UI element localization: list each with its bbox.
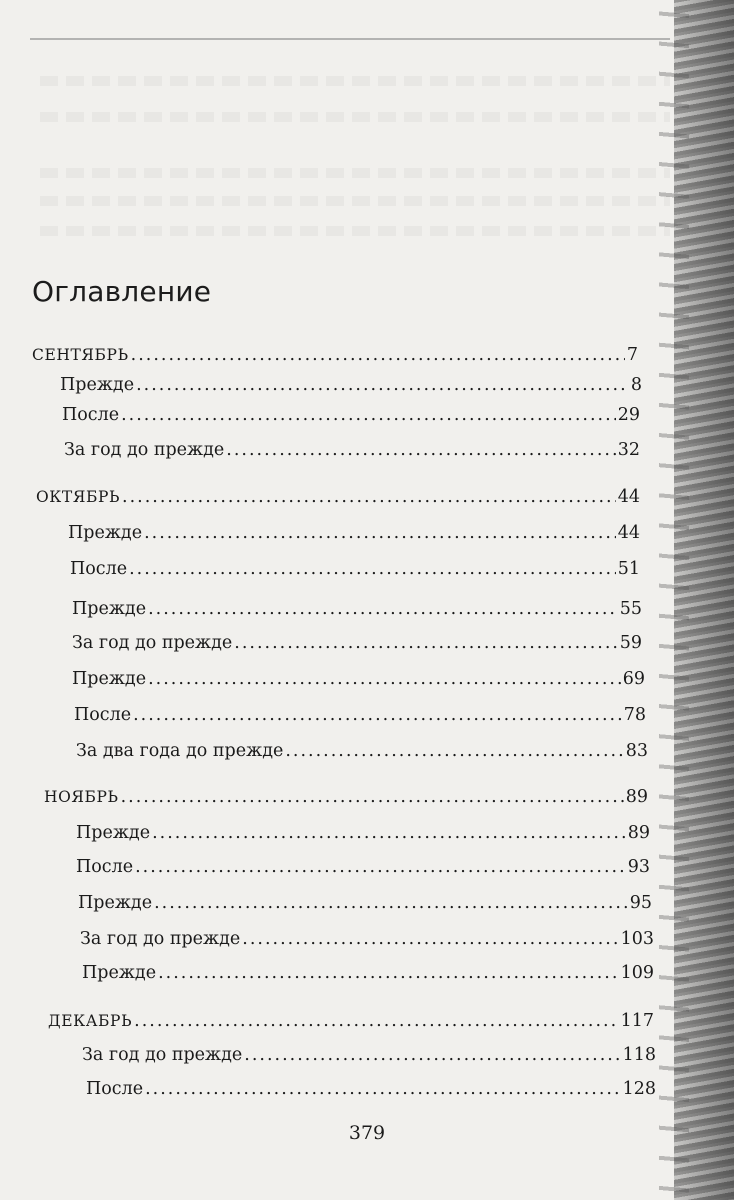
- toc-entry-page: 128: [622, 1079, 656, 1099]
- toc-entry-page: 103: [620, 929, 654, 949]
- dot-leader: [154, 890, 628, 916]
- toc-entry-title: После: [74, 705, 132, 725]
- toc-entry: [76, 820, 650, 846]
- dot-leader: [144, 520, 616, 546]
- toc-entry-page: 55: [619, 599, 642, 619]
- toc-entry-page: 93: [627, 857, 650, 877]
- toc-entry-title: После: [62, 405, 120, 425]
- toc-entry: [68, 520, 640, 546]
- toc-entry: [70, 556, 640, 582]
- toc-entry: [82, 1042, 656, 1068]
- toc-entry-page: 32: [617, 440, 640, 460]
- toc-entry-title: НОЯБРЬ: [44, 788, 119, 806]
- toc-section-entry: [44, 784, 648, 810]
- dot-leader: [148, 596, 618, 622]
- toc-entry-title: Прежде: [76, 823, 151, 843]
- toc-entry-title: За год до прежде: [80, 929, 241, 949]
- toc-entry-page: 83: [625, 741, 648, 761]
- toc-entry-page: 89: [625, 787, 648, 807]
- toc-entry-page: 8: [630, 375, 642, 395]
- toc-entry-title: Прежде: [60, 375, 135, 395]
- toc-entry-title: Прежде: [72, 599, 147, 619]
- dot-leader: [131, 342, 625, 368]
- toc-entry-title: ОКТЯБРЬ: [36, 488, 121, 506]
- toc-entry: [64, 437, 640, 463]
- toc-entry-title: После: [70, 559, 128, 579]
- toc-entry: [80, 926, 654, 952]
- toc-entry-page: 29: [617, 405, 640, 425]
- toc-heading: Оглавление: [32, 274, 212, 308]
- dot-leader: [121, 402, 616, 428]
- toc-section-entry: [36, 484, 640, 510]
- dot-leader: [148, 666, 621, 692]
- toc-entry-page: 95: [629, 893, 652, 913]
- dot-leader: [136, 372, 629, 398]
- toc-entry: [62, 402, 640, 428]
- page-number: 379: [348, 1122, 386, 1144]
- toc-entry: [72, 630, 642, 656]
- dot-leader: [234, 630, 617, 656]
- toc-entry: [86, 1076, 656, 1102]
- toc-section-entry: [32, 342, 638, 368]
- toc-entry-page: 117: [620, 1011, 654, 1031]
- toc-entry-title: ДЕКАБРЬ: [48, 1012, 133, 1030]
- dot-leader: [145, 1076, 621, 1102]
- dot-leader: [152, 820, 626, 846]
- toc-entry-page: 89: [627, 823, 650, 843]
- toc-entry-title: После: [76, 857, 134, 877]
- dot-leader: [242, 926, 618, 952]
- dot-leader: [226, 437, 615, 463]
- dot-leader: [134, 1008, 618, 1034]
- toc-entry-title: Прежде: [72, 669, 147, 689]
- toc-entry-page: 7: [626, 345, 638, 365]
- dot-leader: [135, 854, 626, 880]
- toc-entry: [78, 890, 652, 916]
- toc-entry-title: За год до прежде: [64, 440, 225, 460]
- toc-entry: [72, 666, 645, 692]
- toc-entry: [74, 702, 646, 728]
- dot-leader: [133, 702, 622, 728]
- toc-entry: [76, 738, 648, 764]
- toc-entry-title: За год до прежде: [82, 1045, 243, 1065]
- toc-entry-page: 51: [617, 559, 640, 579]
- toc-section-entry: [48, 1008, 654, 1034]
- dot-leader: [285, 738, 623, 764]
- toc-entry-title: Прежде: [78, 893, 153, 913]
- dot-leader: [122, 484, 616, 510]
- toc-entry-title: Прежде: [68, 523, 143, 543]
- toc-entry: [82, 960, 654, 986]
- toc-entry-title: За год до прежде: [72, 633, 233, 653]
- toc-entry: [60, 372, 642, 398]
- toc-entry-page: 44: [617, 523, 640, 543]
- toc-entry-page: 44: [617, 487, 640, 507]
- toc-entry: [76, 854, 650, 880]
- toc-entry-title: После: [86, 1079, 144, 1099]
- toc-entry-title: Прежде: [82, 963, 157, 983]
- toc-entry-page: 109: [620, 963, 654, 983]
- toc-entry-page: 78: [623, 705, 646, 725]
- toc-entry-page: 118: [622, 1045, 656, 1065]
- dot-leader: [129, 556, 616, 582]
- toc-entry: [72, 596, 642, 622]
- toc-entry-title: СЕНТЯБРЬ: [32, 346, 129, 364]
- dot-leader: [244, 1042, 620, 1068]
- toc-entry-page: 69: [622, 669, 645, 689]
- dot-leader: [158, 960, 619, 986]
- dot-leader: [121, 784, 624, 810]
- toc-entry-page: 59: [619, 633, 642, 653]
- toc-entry-title: За два года до прежде: [76, 741, 284, 761]
